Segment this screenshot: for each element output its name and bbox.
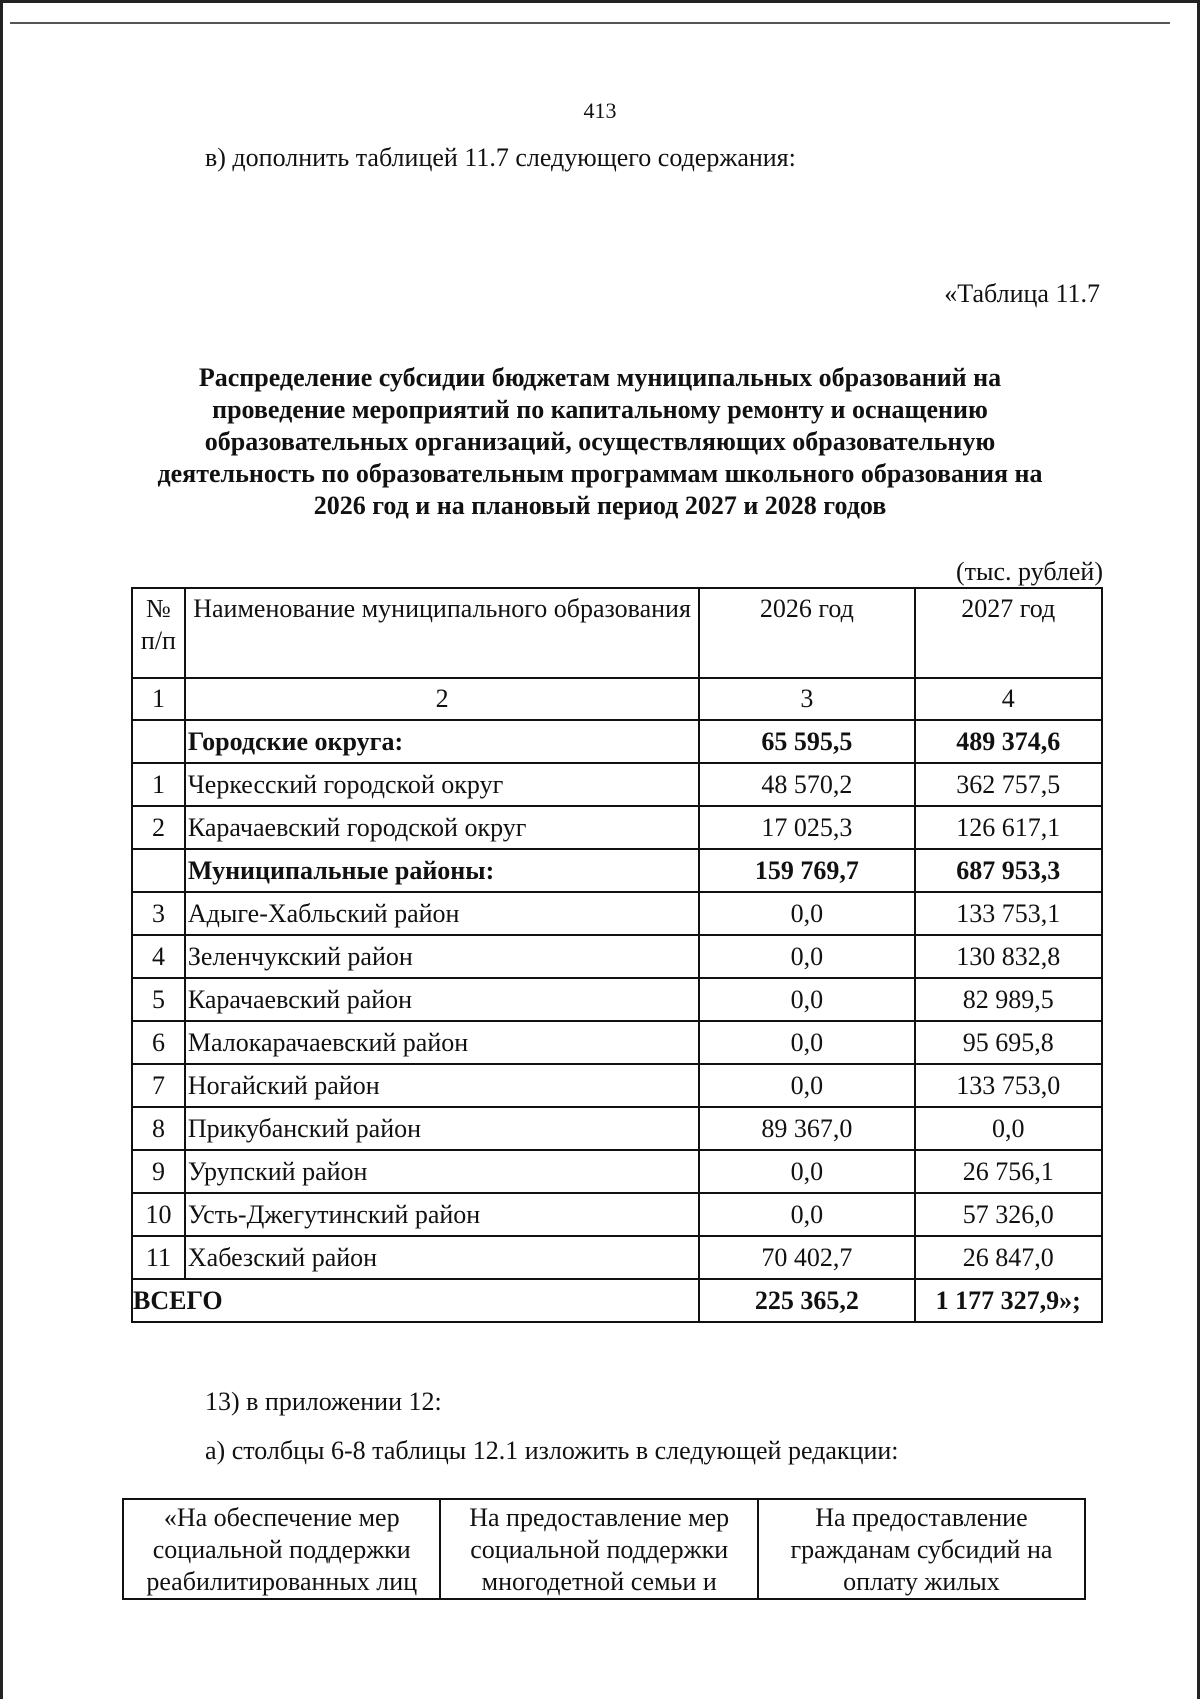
- table-row: [132, 806, 1102, 849]
- row-2026: 70 402,7: [699, 1236, 914, 1279]
- column-index: 4: [915, 678, 1103, 720]
- row-name: Урупский район: [185, 1150, 699, 1193]
- table-title: [100, 362, 1100, 522]
- title-line: проведение мероприятий по капитальному ремонту и оснащению: [212, 395, 988, 424]
- header-2027: 2027 год: [915, 588, 1103, 678]
- table-total-row: [132, 1279, 1102, 1322]
- bottom-col-8: [758, 1499, 1085, 1599]
- row-num: 6: [132, 1021, 185, 1064]
- subsidy-table: [131, 587, 1103, 1323]
- row-2026: 159 769,7: [699, 849, 914, 892]
- row-2027: 82 989,5: [915, 978, 1103, 1021]
- row-num: 9: [132, 1150, 185, 1193]
- row-2026: 0,0: [699, 935, 914, 978]
- page-border-top-inner: [10, 22, 1170, 24]
- row-2027: 0,0: [915, 1107, 1103, 1150]
- table-row: [132, 1064, 1102, 1107]
- paragraph-a: а) столбцы 6-8 таблицы 12.1 изложить в следующей редакции:: [205, 1436, 899, 1465]
- row-num: [132, 720, 185, 763]
- row-name: Хабезский район: [185, 1236, 699, 1279]
- page-border-left: [0, 0, 3, 1699]
- total-label: ВСЕГО: [132, 1279, 699, 1322]
- header-num-line1: №: [146, 594, 171, 623]
- row-name: Ногайский район: [185, 1064, 699, 1107]
- row-2027: 489 374,6: [915, 720, 1103, 763]
- row-2026: 0,0: [699, 1021, 914, 1064]
- table-row: [132, 1107, 1102, 1150]
- row-num: 4: [132, 935, 185, 978]
- total-2026: 225 365,2: [699, 1279, 914, 1322]
- row-name: Карачаевский район: [185, 978, 699, 1021]
- title-line: Распределение субсидии бюджетам муниципальных образований на: [198, 363, 1002, 392]
- row-name: Усть-Джегутинский район: [185, 1193, 699, 1236]
- table-row: [132, 1236, 1102, 1279]
- row-num: 5: [132, 978, 185, 1021]
- table-row-group: [132, 720, 1102, 763]
- row-name: Городские округа:: [185, 720, 699, 763]
- row-2027: 57 326,0: [915, 1193, 1103, 1236]
- cell-line: На предоставление: [815, 1503, 1028, 1532]
- row-2027: 95 695,8: [915, 1021, 1103, 1064]
- bottom-col-7: [440, 1499, 757, 1599]
- column-index-row: [132, 678, 1102, 720]
- table-reference: «Таблица 11.7: [944, 279, 1100, 308]
- title-line: 2026 год и на плановый период 2027 и 2028 годов: [313, 491, 887, 520]
- header-num: [132, 588, 185, 678]
- table-row: [132, 1150, 1102, 1193]
- units-label: (тыс. рублей): [955, 557, 1103, 586]
- row-2026: 17 025,3: [699, 806, 914, 849]
- row-2026: 0,0: [699, 978, 914, 1021]
- row-2027: 133 753,0: [915, 1064, 1103, 1107]
- column-index: 2: [185, 678, 699, 720]
- cell-line: гражданам субсидий на: [790, 1535, 1053, 1564]
- row-2026: 0,0: [699, 1150, 914, 1193]
- cell-line: социальной поддержки: [152, 1535, 411, 1564]
- header-name: Наименование муниципального образования: [185, 588, 699, 678]
- paragraph-13: 13) в приложении 12:: [205, 1387, 442, 1416]
- row-2027: 126 617,1: [915, 806, 1103, 849]
- table-row: [132, 978, 1102, 1021]
- table-row: [132, 1193, 1102, 1236]
- column-index: 3: [699, 678, 914, 720]
- row-num: 7: [132, 1064, 185, 1107]
- column-index: 1: [132, 678, 185, 720]
- row-name: Зеленчукский район: [185, 935, 699, 978]
- row-2026: 0,0: [699, 1064, 914, 1107]
- cell-line: многодетной семьи и: [481, 1567, 717, 1596]
- row-2027: 26 756,1: [915, 1150, 1103, 1193]
- table-12-1-fragment: [122, 1498, 1086, 1600]
- row-name: Малокарачаевский район: [185, 1021, 699, 1064]
- total-2027: 1 177 327,9»;: [915, 1279, 1103, 1322]
- row-name: Карачаевский городской округ: [185, 806, 699, 849]
- row-2026: 65 595,5: [699, 720, 914, 763]
- table-row: [132, 892, 1102, 935]
- row-2027: 687 953,3: [915, 849, 1103, 892]
- title-line: деятельность по образовательным программам школьного образования на: [157, 459, 1043, 488]
- title-line: образовательных организаций, осуществляющих образовательную: [204, 427, 996, 456]
- row-2026: 0,0: [699, 1193, 914, 1236]
- cell-line: На предоставление мер: [469, 1503, 730, 1532]
- cell-line: социальной поддержки: [470, 1535, 729, 1564]
- row-num: 2: [132, 806, 185, 849]
- row-num: 3: [132, 892, 185, 935]
- table-row: [132, 935, 1102, 978]
- row-2027: 362 757,5: [915, 763, 1103, 806]
- row-2027: 133 753,1: [915, 892, 1103, 935]
- row-2026: 48 570,2: [699, 763, 914, 806]
- row-2027: 26 847,0: [915, 1236, 1103, 1279]
- page-number: 413: [583, 98, 617, 123]
- row-num: [132, 849, 185, 892]
- row-num: 11: [132, 1236, 185, 1279]
- cell-line: «На обеспечение мер: [163, 1503, 400, 1532]
- header-num-line2: п/п: [140, 626, 176, 655]
- row-name: Муниципальные районы:: [185, 849, 699, 892]
- row-name: Черкесский городской округ: [185, 763, 699, 806]
- row-num: 8: [132, 1107, 185, 1150]
- bottom-table-row: [123, 1499, 1085, 1599]
- row-2026: 89 367,0: [699, 1107, 914, 1150]
- page-border-top: [0, 0, 1200, 3]
- table-row: [132, 763, 1102, 806]
- table-row-group: [132, 849, 1102, 892]
- cell-line: реабилитированных лиц: [146, 1567, 418, 1596]
- row-2026: 0,0: [699, 892, 914, 935]
- intro-paragraph: в) дополнить таблицей 11.7 следующего содержания:: [205, 143, 796, 172]
- table-header-row: [132, 588, 1102, 678]
- row-num: 1: [132, 763, 185, 806]
- cell-line: оплату жилых: [843, 1567, 1000, 1596]
- bottom-col-6: [123, 1499, 440, 1599]
- row-2027: 130 832,8: [915, 935, 1103, 978]
- table-row: [132, 1021, 1102, 1064]
- row-name: Прикубанский район: [185, 1107, 699, 1150]
- header-2026: 2026 год: [699, 588, 914, 678]
- row-num: 10: [132, 1193, 185, 1236]
- row-name: Адыге-Хабльский район: [185, 892, 699, 935]
